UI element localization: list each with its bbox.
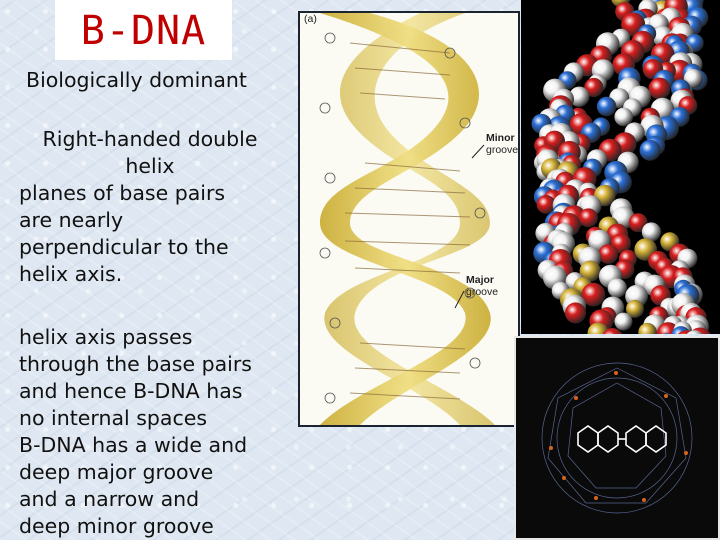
panel-label: (a) [304, 13, 317, 25]
point1-rest: planes of base pairs are nearly perpendicular to the helix axis. [19, 181, 229, 286]
svg-text:groove: groove [486, 144, 518, 156]
atom-sphere [615, 313, 633, 331]
minor-groove-label [472, 132, 518, 158]
atom-sphere [565, 302, 586, 323]
point1-line2: helix [125, 154, 175, 178]
bdna-helix-diagram [298, 11, 520, 427]
atom-sphere [608, 279, 627, 298]
slide-title: B-DNA [80, 8, 207, 54]
atom-sphere [640, 140, 661, 161]
slide-subtitle: Biologically dominant [26, 68, 247, 92]
svg-text:Major: Major [466, 274, 495, 286]
atom-sphere [598, 244, 618, 264]
top-view-ring [542, 363, 692, 513]
helix-backbone-ribbons [320, 13, 495, 425]
point2-text: helix axis passes through the base pairs and hence B-DNA has no internal spaces B-DNA has a wide and deep major groove and a narrow and deep minor groove [19, 325, 252, 538]
title-box [55, 0, 232, 60]
top-view-bases [578, 426, 666, 452]
atom-sphere [597, 97, 616, 116]
atom-sphere [537, 195, 556, 214]
svg-text:Minor: Minor [486, 132, 515, 144]
helix-top-view [514, 336, 720, 540]
svg-text:groove: groove [466, 286, 499, 298]
atom-sphere [579, 208, 598, 227]
atom-sphere [649, 78, 671, 100]
space-filling-model [521, 0, 720, 334]
point1-line1: Right-handed double [42, 127, 258, 151]
